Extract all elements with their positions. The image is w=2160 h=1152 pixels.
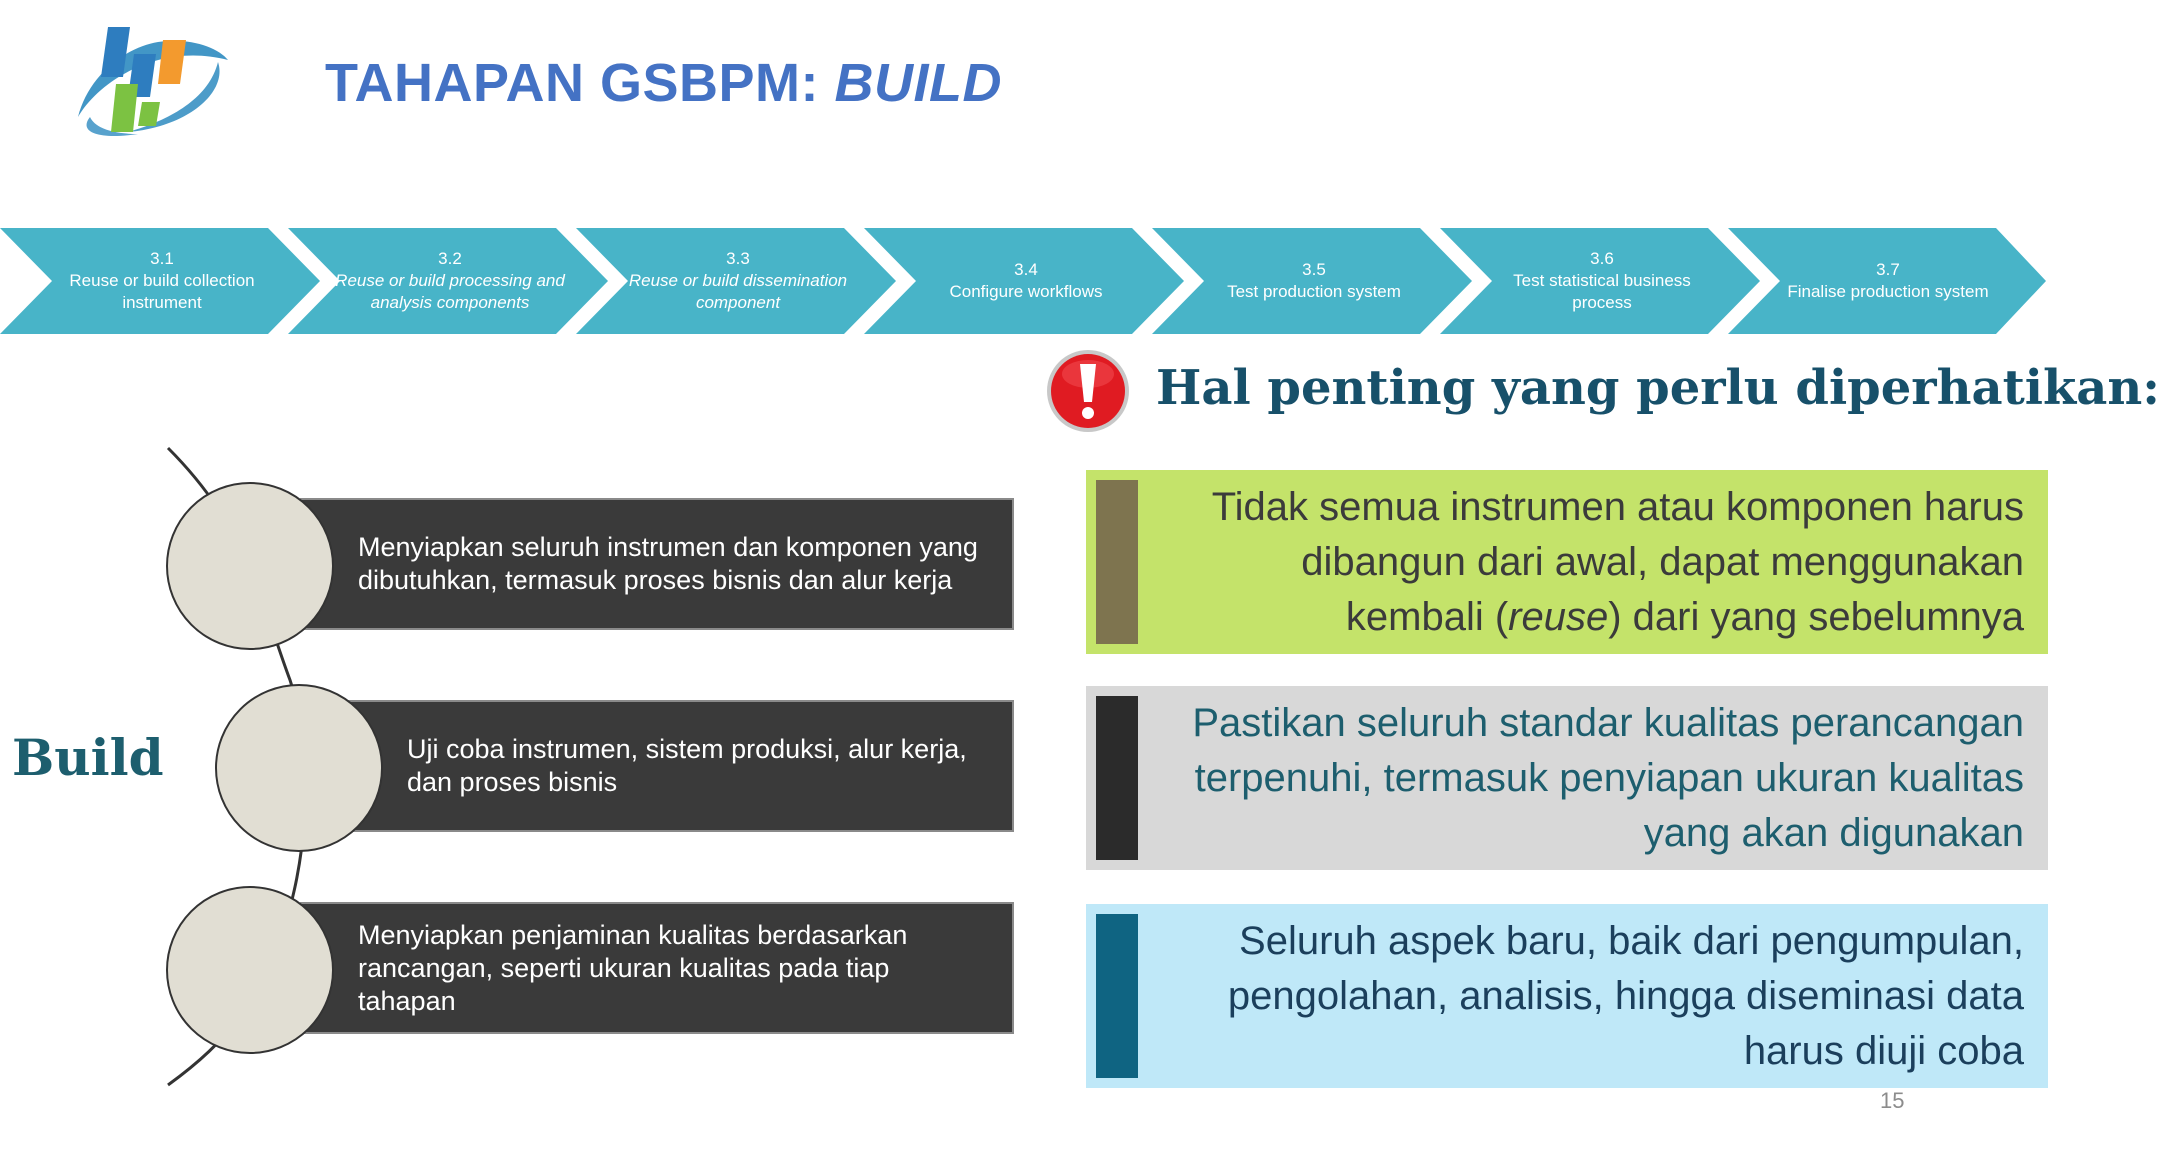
- step-circle-2: [215, 684, 383, 852]
- build-step-text: Menyiapkan penjaminan kualitas berdasarkan rancangan, seperti ukuran kualitas pada tiap tahapan: [358, 919, 908, 1016]
- step-label: Reuse or build dissemination component: [628, 271, 848, 312]
- build-step-1: [300, 498, 1014, 630]
- panel-text: [1156, 470, 2024, 654]
- process-step-3-6: [1487, 228, 1717, 334]
- panel-accent-bar: [1096, 914, 1138, 1078]
- step-number: 3.2: [438, 249, 462, 268]
- step-number: 3.7: [1876, 260, 1900, 279]
- step-number: 3.5: [1302, 260, 1326, 279]
- process-step-3-5: [1199, 228, 1429, 334]
- step-number: 3.3: [726, 249, 750, 268]
- build-step-2: [300, 700, 1014, 832]
- title-italic: BUILD: [834, 53, 1002, 113]
- process-step-3-2: [335, 228, 565, 334]
- build-step-text: Menyiapkan seluruh instrumen dan komponen yang dibutuhkan, termasuk proses bisnis dan alur kerja: [358, 532, 978, 595]
- note-panel-reuse: [1086, 470, 2048, 654]
- page-number: 15: [1880, 1088, 1905, 1113]
- title-main: TAHAPAN GSBPM:: [325, 53, 835, 113]
- panel-text-part: ) dari yang sebelumnya: [1608, 594, 2024, 639]
- step-circle-3: [166, 886, 334, 1054]
- process-step-3-4: [911, 228, 1141, 334]
- build-step-text: Uji coba instrumen, sistem produksi, alur kerja, dan proses bisnis: [407, 734, 967, 797]
- build-label: Build: [12, 728, 164, 787]
- step-label: Reuse or build processing and analysis components: [335, 271, 565, 312]
- step-label: Test production system: [1227, 282, 1401, 301]
- step-number: 3.1: [150, 249, 174, 268]
- panel-accent-bar: [1096, 480, 1138, 644]
- page-title: [325, 52, 1002, 114]
- step-label: Reuse or build collection instrument: [69, 271, 255, 312]
- step-label: Test statistical business process: [1513, 271, 1691, 312]
- step-number: 3.4: [1014, 260, 1038, 279]
- reuse-term: reuse: [1508, 594, 1609, 639]
- exclamation-icon: [1045, 348, 1131, 434]
- bps-logo: [68, 22, 238, 152]
- process-step-3-3: [623, 228, 853, 334]
- panel-text: [1156, 904, 2024, 1088]
- step-number: 3.6: [1590, 249, 1614, 268]
- panel-text-content: Pastikan seluruh standar kualitas perancangan terpenuhi, termasuk penyiapan ukuran kualitas yang akan digunakan: [1192, 700, 2024, 855]
- build-step-3: [300, 902, 1014, 1034]
- note-panel-quality: [1086, 686, 2048, 870]
- step-circle-1: [166, 482, 334, 650]
- step-label: Configure workflows: [949, 282, 1103, 301]
- panel-text-part: Tidak semua instrumen atau komponen harus dibangun dari awal, dapat menggunakan kembali (: [1211, 484, 2024, 639]
- panel-text: [1156, 686, 2024, 870]
- process-step-3-1: [47, 228, 277, 334]
- process-step-3-7: [1773, 228, 2003, 334]
- step-label: Finalise production system: [1787, 282, 1989, 301]
- panel-accent-bar: [1096, 696, 1138, 860]
- panel-text-content: Seluruh aspek baru, baik dari pengumpulan, pengolahan, analisis, hingga diseminasi data harus diuji coba: [1227, 918, 2024, 1073]
- alert-heading: Hal penting yang perlu diperhatikan:: [1156, 360, 2160, 416]
- note-panel-testing: [1086, 904, 2048, 1088]
